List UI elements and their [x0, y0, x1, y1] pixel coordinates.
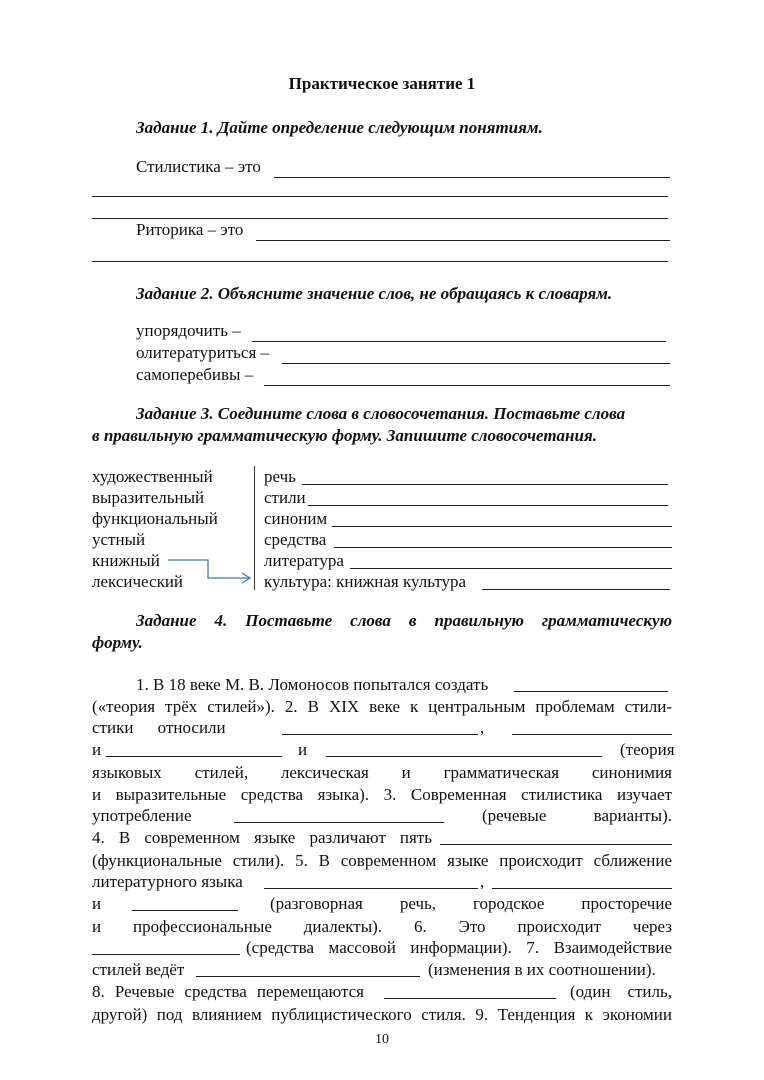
task4-text: (разговорная речь, городское просторечие: [270, 894, 672, 913]
task4-text: 8. Речевые средства перемещаются: [92, 982, 364, 1001]
task4-text: 1. В 18 веке М. В. Ломоносов попытался создать: [136, 675, 489, 694]
task4-text: и: [298, 740, 308, 759]
task4-text: и: [92, 894, 102, 913]
answer-line[interactable]: [92, 218, 668, 219]
answer-line[interactable]: [440, 844, 672, 845]
task4-text: и профессиональные диалекты). 6. Это происходит через: [92, 917, 672, 936]
answer-line[interactable]: [256, 240, 670, 241]
answer-line[interactable]: [332, 526, 672, 527]
answer-line[interactable]: [482, 589, 670, 590]
answer-line[interactable]: [92, 196, 668, 197]
answer-line[interactable]: [274, 177, 670, 178]
task4-heading-line2: форму.: [92, 633, 143, 652]
right-word: средства: [264, 530, 327, 549]
answer-line[interactable]: [106, 756, 282, 757]
page-title: Практическое занятие 1: [288, 74, 476, 93]
answer-line[interactable]: [302, 484, 668, 485]
task4-text: стилей ведёт: [92, 960, 185, 979]
term-stilistika-label: Стилистика – это: [136, 157, 261, 176]
word-label: упорядочить –: [136, 321, 241, 340]
answer-line[interactable]: [196, 976, 420, 977]
answer-line[interactable]: [264, 385, 670, 386]
right-word: культура: книжная культура: [264, 572, 467, 591]
task4-text: (один стиль,: [570, 982, 672, 1001]
left-word: лексический: [92, 572, 184, 591]
task4-text: литературного языка: [92, 872, 243, 891]
page-number: 10: [375, 1032, 389, 1047]
right-word: синоним: [264, 509, 328, 528]
task4-text: и выразительные средства языка). 3. Современная стилистика изучает: [92, 785, 672, 804]
answer-line[interactable]: [384, 998, 556, 999]
right-word: литература: [264, 551, 344, 570]
right-word: стили: [264, 488, 306, 507]
term-ritorika-label: Риторика – это: [136, 220, 244, 239]
answer-line[interactable]: [234, 822, 444, 823]
task2-heading: Задание 2. Объясните значение слов, не обращаясь к словарям.: [136, 284, 613, 303]
answer-line[interactable]: [308, 505, 668, 506]
word-label: олитературиться –: [136, 343, 270, 362]
answer-line[interactable]: [492, 888, 672, 889]
right-word: речь: [264, 467, 296, 486]
answer-line[interactable]: [282, 734, 478, 735]
answer-line[interactable]: [92, 954, 240, 955]
task4-text: (речевые варианты).: [482, 806, 672, 825]
answer-line[interactable]: [514, 691, 668, 692]
answer-line[interactable]: [326, 756, 602, 757]
task4-text: употребление: [92, 806, 192, 825]
task4-text: 4. В современном языке различают пять: [92, 828, 432, 847]
left-word: художественный: [92, 467, 213, 486]
task4-text: (функциональные стили). 5. В современном языке происходит сближение: [92, 851, 672, 870]
task4-text: другой) под влиянием публицистического стиля. 9. Тенденция к экономии: [92, 1005, 672, 1024]
answer-line[interactable]: [350, 568, 672, 569]
answer-line[interactable]: [132, 910, 238, 911]
task4-text: стики относили: [92, 718, 226, 737]
left-word: книжный: [92, 551, 160, 570]
task4-text: (теория: [620, 740, 675, 759]
task4-heading-line1: Задание 4. Поставьте слова в правильную грамматическую: [136, 611, 672, 630]
task4-text: и: [92, 740, 102, 759]
task4-text: языковых стилей, лексическая и грамматическая синонимия: [92, 763, 672, 782]
connection-arrow-icon: [160, 550, 260, 590]
task1-heading: Задание 1. Дайте определение следующим понятиям.: [136, 118, 543, 137]
left-word: выразительный: [92, 488, 205, 507]
task3-heading-line2: в правильную грамматическую форму. Запишите словосочетания.: [92, 426, 597, 445]
answer-line[interactable]: [334, 547, 672, 548]
left-word: функциональный: [92, 509, 218, 528]
answer-line[interactable]: [264, 888, 478, 889]
task4-text: (средства массовой информации). 7. Взаимодействие: [246, 938, 672, 957]
answer-line[interactable]: [512, 734, 672, 735]
left-word: устный: [92, 530, 146, 549]
answer-line[interactable]: [252, 341, 666, 342]
word-label: самоперебивы –: [136, 365, 254, 384]
task3-heading-line1: Задание 3. Соедините слова в словосочетания. Поставьте слова: [136, 404, 626, 423]
answer-line[interactable]: [92, 261, 668, 262]
answer-line[interactable]: [282, 363, 670, 364]
task4-text: (изменения в их соотношении).: [428, 960, 656, 979]
task4-text: («теория трёх стилей»). 2. В XIX веке к центральным проблемам стили-: [92, 697, 672, 716]
